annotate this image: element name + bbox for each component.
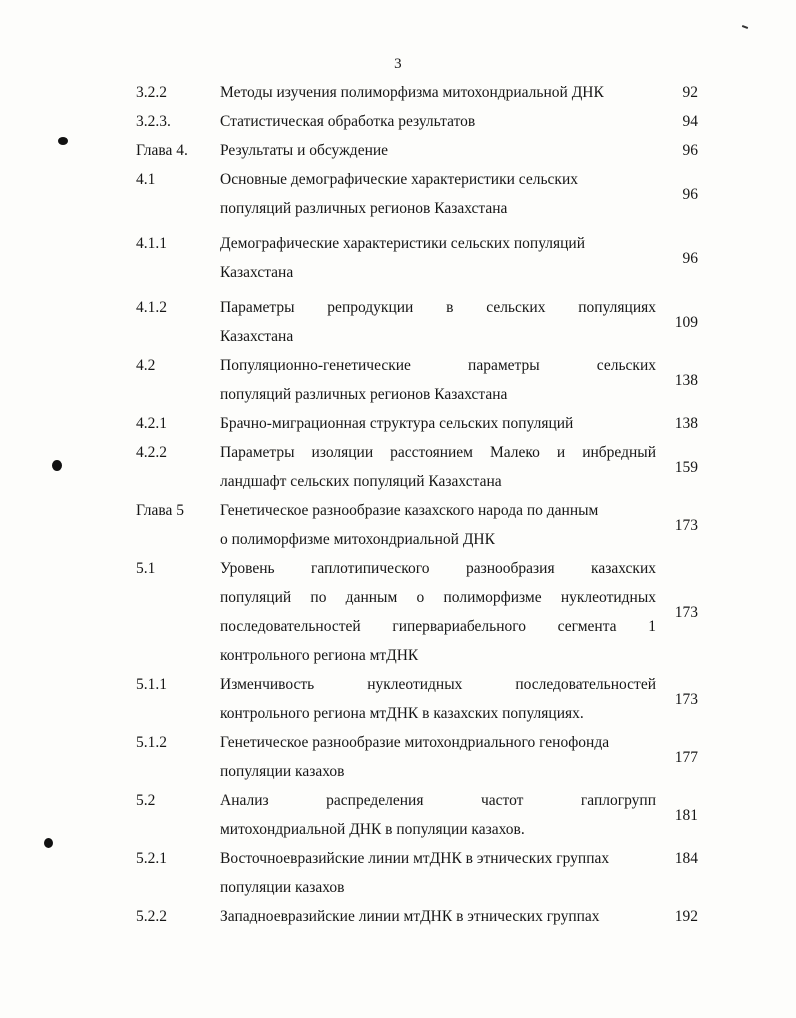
entry-page: 192 xyxy=(674,908,698,925)
entry-title-line: Уровень гаплотипического разнообразия казахских xyxy=(220,560,656,577)
entry-page: 181 xyxy=(674,806,698,824)
entry-title xyxy=(220,78,656,107)
scan-tick xyxy=(742,25,748,29)
entry-title-line: митохондриальной ДНК в популяции казахов. xyxy=(220,821,525,838)
entry-number: 4.1.1 xyxy=(136,235,167,252)
entry-title-line: Казахстана xyxy=(220,328,294,345)
entry-page: 138 xyxy=(674,415,698,432)
entry-number: 5.1.2 xyxy=(136,734,167,751)
entry-number: 3.2.3. xyxy=(136,113,171,130)
entry-title xyxy=(220,554,656,670)
entry-title xyxy=(220,229,656,287)
entry-title-line: Результаты и обсуждение xyxy=(220,142,389,159)
entry-title-line: Брачно-миграционная структура сельских популяций xyxy=(220,415,574,432)
entry-title-line: последовательностей гипервариабельного сегмента 1 xyxy=(220,618,656,635)
entry-title xyxy=(220,438,656,496)
entry-title-line: популяций различных регионов Казахстана xyxy=(220,200,508,217)
toc-entry xyxy=(136,786,700,844)
binding-mark xyxy=(58,137,68,145)
entry-page: 173 xyxy=(674,690,698,708)
toc-entry xyxy=(136,844,700,902)
entry-title-line: контрольного региона мтДНК xyxy=(220,647,419,664)
entry-title xyxy=(220,902,656,931)
entry-title xyxy=(220,670,656,728)
entry-title-line: Изменчивость нуклеотидных последовательностей xyxy=(220,676,656,693)
entry-number: 4.2.1 xyxy=(136,415,167,432)
entry-title-line: популяций различных регионов Казахстана xyxy=(220,386,508,403)
toc-entry xyxy=(136,229,700,287)
entry-title xyxy=(220,165,656,223)
entry-title-line: ландшафт сельских популяций Казахстана xyxy=(220,473,502,490)
entry-title-line: Генетическое разнообразие казахского народа по данным xyxy=(220,502,599,519)
entry-number: 4.1.2 xyxy=(136,299,167,316)
toc-entry xyxy=(136,351,700,409)
entry-title xyxy=(220,351,656,409)
entry-page: 184 xyxy=(674,850,698,867)
entry-page: 94 xyxy=(682,113,698,130)
entry-title-line: Казахстана xyxy=(220,264,294,281)
entry-title xyxy=(220,844,656,902)
entry-title-line: популяции казахов xyxy=(220,879,345,896)
entry-title-line: популяции казахов xyxy=(220,763,345,780)
entry-number: 4.2.2 xyxy=(136,444,167,461)
entry-title-line: Генетическое разнообразие митохондриального генофонда xyxy=(220,734,610,751)
toc-entry xyxy=(136,78,700,107)
binding-mark xyxy=(52,460,62,471)
entry-title-line: контрольного региона мтДНК в казахских популяциях. xyxy=(220,705,584,722)
entry-page: 109 xyxy=(674,313,698,331)
entry-title-line: Параметры репродукции в сельских популяциях xyxy=(220,299,656,316)
entry-title-line: Параметры изоляции расстоянием Малеко и инбредный xyxy=(220,444,656,461)
toc-entry xyxy=(136,496,700,554)
toc-entry xyxy=(136,165,700,223)
toc-entry xyxy=(136,438,700,496)
binding-mark xyxy=(44,838,53,848)
entry-number: 4.2 xyxy=(136,357,156,374)
entry-number: Глава 4. xyxy=(136,142,188,159)
page-number: 3 xyxy=(394,56,402,72)
entry-title-line: Восточноевразийские линии мтДНК в этнических группах xyxy=(220,850,610,867)
entry-title-line: Демографические характеристики сельских популяций xyxy=(220,235,586,252)
entry-page: 96 xyxy=(682,249,698,267)
entry-title-line: о полиморфизме митохондриальной ДНК xyxy=(220,531,495,548)
toc-entry xyxy=(136,107,700,136)
entry-page: 159 xyxy=(674,458,698,476)
entry-page: 173 xyxy=(674,603,698,621)
entry-page: 92 xyxy=(682,84,698,101)
toc-entry xyxy=(136,728,700,786)
entry-title xyxy=(220,728,656,786)
entry-number: 3.2.2 xyxy=(136,84,167,101)
entry-title xyxy=(220,293,656,351)
toc-entry xyxy=(136,902,700,931)
entry-page: 96 xyxy=(682,142,698,159)
entry-page: 138 xyxy=(674,371,698,389)
entry-title-line: Методы изучения полиморфизма митохондриальной ДНК xyxy=(220,84,604,101)
entry-number: 5.2 xyxy=(136,792,156,809)
entry-page: 173 xyxy=(674,516,698,534)
entry-title-line: Основные демографические характеристики сельских xyxy=(220,171,579,188)
entry-title-line: Западноевразийские линии мтДНК в этнических группах xyxy=(220,908,600,925)
entry-title xyxy=(220,496,656,554)
entry-title-line: Статистическая обработка результатов xyxy=(220,113,476,130)
toc-entry xyxy=(136,293,700,351)
entry-title-line: популяций по данным о полиморфизме нуклеотидных xyxy=(220,589,656,606)
entry-number: 5.2.1 xyxy=(136,850,167,867)
toc-entry xyxy=(136,136,700,165)
entry-title xyxy=(220,786,656,844)
entry-title xyxy=(220,107,656,136)
entry-number: 5.1.1 xyxy=(136,676,167,693)
entry-title xyxy=(220,409,656,438)
entry-title xyxy=(220,136,656,165)
entry-title-line: Популяционно-генетические параметры сельских xyxy=(220,357,656,374)
entry-number: 5.2.2 xyxy=(136,908,167,925)
entry-page: 96 xyxy=(682,185,698,203)
entry-title-line: Анализ распределения частот гаплогрупп xyxy=(220,792,656,809)
entry-page: 177 xyxy=(674,748,698,766)
toc-entry xyxy=(136,670,700,728)
table-of-contents xyxy=(136,78,700,931)
entry-number: Глава 5 xyxy=(136,502,185,519)
toc-entry xyxy=(136,409,700,438)
entry-number: 4.1 xyxy=(136,171,156,188)
toc-entry xyxy=(136,554,700,670)
entry-number: 5.1 xyxy=(136,560,156,577)
